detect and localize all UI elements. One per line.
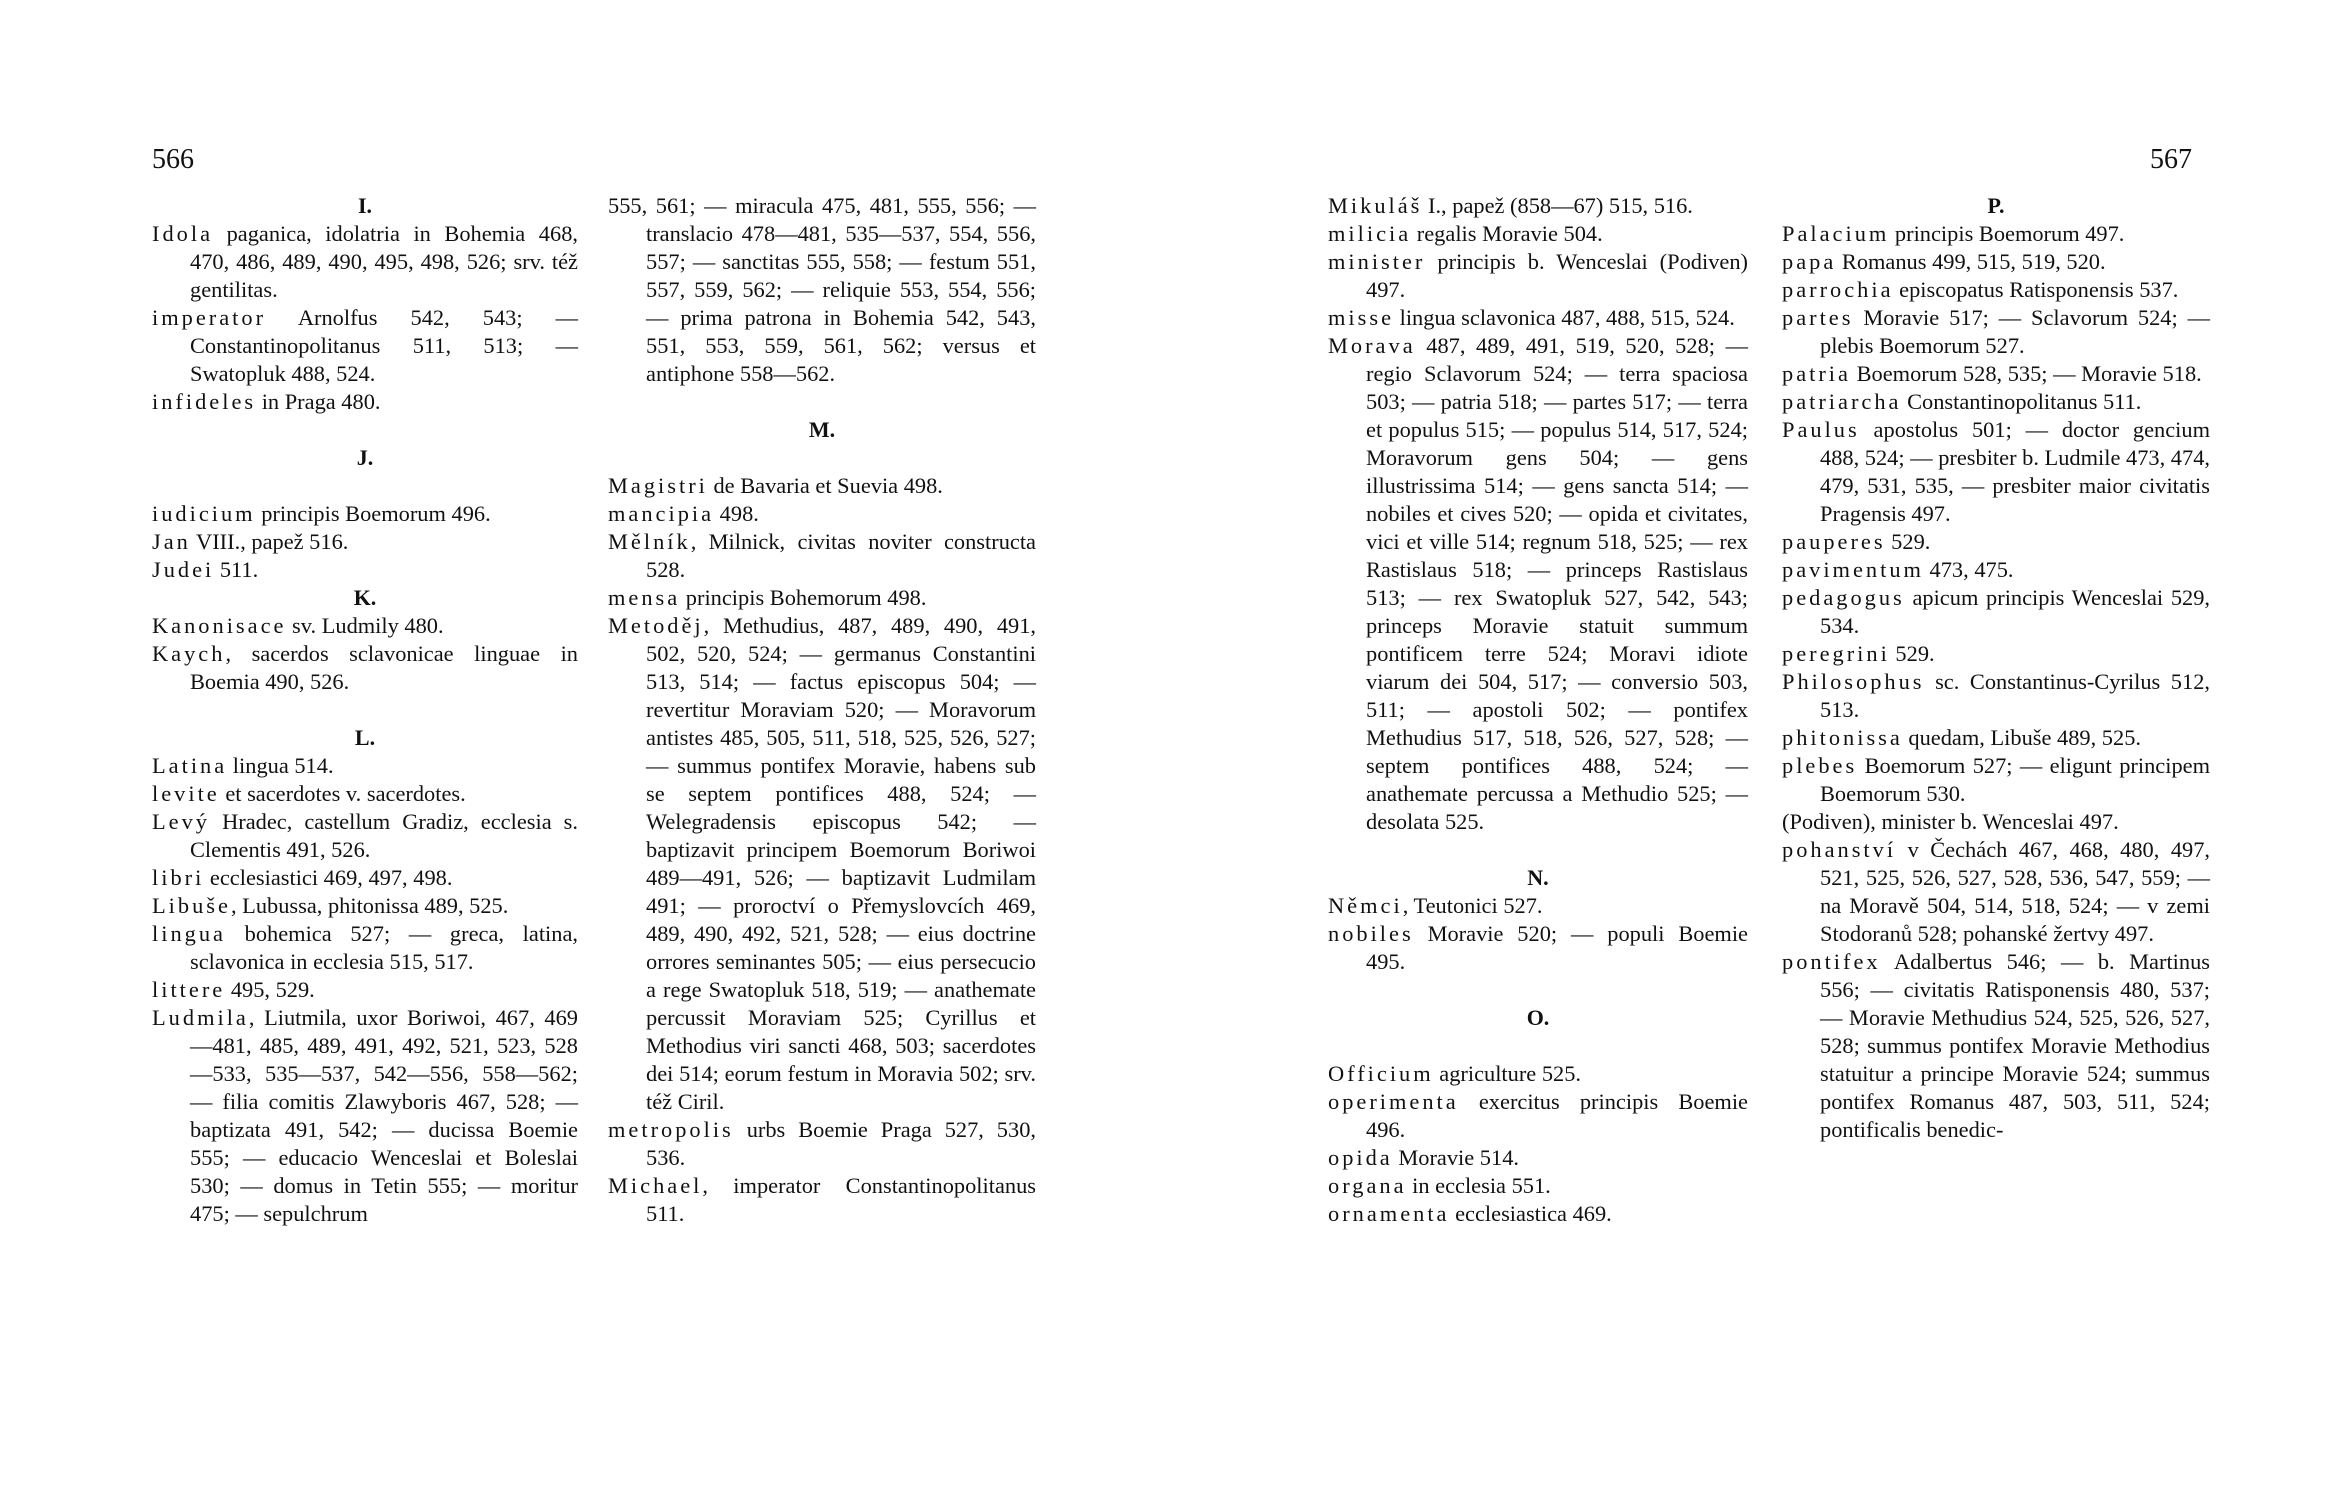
- index-headword: Mikuláš: [1328, 193, 1423, 218]
- section-letter-heading: K.: [353, 585, 377, 610]
- index-entry: [152, 388, 578, 416]
- index-entry-text: paganica, idolatria in Bohemia 468, 470, 486, 489, 490, 495, 498, 526; srv. též gentilitas.: [190, 221, 578, 302]
- index-entry: [1328, 892, 1748, 920]
- index-entry-text: urbs Boemie Praga 527, 530, 536.: [646, 1117, 1036, 1170]
- index-headword: Levý: [152, 809, 211, 834]
- index-entry: [1328, 332, 1748, 836]
- index-entry: [1782, 752, 2210, 808]
- index-entry: [1328, 1200, 1748, 1228]
- index-headword: Mělník: [608, 529, 691, 554]
- index-entry: [1782, 640, 2210, 668]
- index-entry-text: principis b. Wenceslai (Podiven) 497.: [1366, 249, 1748, 302]
- index-entry: [152, 640, 578, 696]
- index-entry: [1782, 556, 2210, 584]
- index-headword: peregrini: [1782, 641, 1890, 666]
- index-entry-text: Constantinopolitanus 511.: [1901, 389, 2142, 414]
- index-entry: [1782, 220, 2210, 248]
- index-entry: [608, 612, 1036, 1116]
- index-headword: lingua: [152, 921, 226, 946]
- index-entry: [1782, 584, 2210, 640]
- index-headword: nobiles: [1328, 921, 1414, 946]
- index-entry: [1782, 360, 2210, 388]
- index-entry-text: de Bavaria et Suevia 498.: [707, 473, 943, 498]
- section-spacer: [152, 472, 578, 500]
- section-spacer: [1328, 976, 1748, 1004]
- index-entry: [1328, 1172, 1748, 1200]
- index-entry: [1328, 1144, 1748, 1172]
- index-headword: minister: [1328, 249, 1426, 274]
- index-entry: [608, 1172, 1036, 1228]
- section-letter-heading: N.: [1527, 865, 1549, 890]
- index-entry-text: principis Boemorum 496.: [255, 501, 491, 526]
- index-headword: imperator: [152, 305, 267, 330]
- index-entry: [608, 528, 1036, 584]
- index-entry-text: 473, 475.: [1923, 557, 2014, 582]
- index-entry: [152, 304, 578, 388]
- index-headword: Kanonisace: [152, 613, 287, 638]
- index-entry: [608, 500, 1036, 528]
- index-entry-text: sc. Constantinus-Cyrilus 512, 513.: [1820, 669, 2210, 722]
- index-entry: [1782, 808, 2210, 836]
- index-headword: pontifex: [1782, 949, 1881, 974]
- index-entry-text: lingua 514.: [227, 753, 334, 778]
- section-letter-heading: P.: [1987, 193, 2005, 218]
- section-letter-heading: J.: [356, 445, 374, 470]
- index-headword: parrochia: [1782, 277, 1894, 302]
- index-entry-text: sv. Ludmily 480.: [286, 613, 444, 638]
- index-entry: [1782, 724, 2210, 752]
- index-entry-text: in Praga 480.: [256, 389, 381, 414]
- index-entry: [1328, 192, 1748, 220]
- index-entry: [1328, 304, 1748, 332]
- index-entry-text: regalis Moravie 504.: [1411, 221, 1603, 246]
- index-entry-text: apostolus 501; — doctor gencium 488, 524; — presbiter b. Ludmile 473, 474, 479, 531, 535, — presbiter maior civitatis Pragensis 497.: [1820, 417, 2210, 526]
- section-spacer: [152, 416, 578, 444]
- index-entry: [608, 584, 1036, 612]
- index-entry: [152, 556, 578, 584]
- index-headword: patriarcha: [1782, 389, 1902, 414]
- index-entry: [152, 528, 578, 556]
- index-entry-text: 511.: [214, 557, 259, 582]
- index-entry-text: Moravie 514.: [1392, 1145, 1519, 1170]
- index-entry-text: VIII., papež 516.: [190, 529, 349, 554]
- index-entry-text: quedam, Libuše 489, 525.: [1902, 725, 2141, 750]
- index-entry-text: exercitus principis Boemie 496.: [1366, 1089, 1748, 1142]
- index-entry-text: principis Boemorum 497.: [1889, 221, 2125, 246]
- index-entry-text: , sacerdos sclavonicae linguae in Boemia 490, 526.: [190, 641, 578, 694]
- index-entry-text: 495, 529.: [225, 977, 315, 1002]
- section-spacer: [608, 444, 1036, 472]
- index-entry-text: 498.: [714, 501, 759, 526]
- section-letter-heading: O.: [1526, 1005, 1550, 1030]
- index-headword: patria: [1782, 361, 1851, 386]
- index-headword: Morava: [1328, 333, 1416, 358]
- index-entry-text: , Lubussa, phitonissa 489, 525.: [230, 893, 509, 918]
- index-entry: [608, 472, 1036, 500]
- index-headword: Ludmila: [152, 1005, 249, 1030]
- index-headword: phitonissa: [1782, 725, 1903, 750]
- page-number-left: 566: [152, 144, 194, 175]
- index-entry: [608, 1116, 1036, 1172]
- index-entry: [1328, 248, 1748, 304]
- index-entry-text: 529.: [1889, 641, 1935, 666]
- index-headword: Metoděj: [608, 613, 704, 638]
- page-number-right: 567: [2150, 144, 2192, 175]
- index-column-1: [152, 192, 578, 1228]
- index-headword: papa: [1782, 249, 1837, 274]
- index-entry: [1782, 836, 2210, 948]
- index-entry-text: Hradec, castellum Gradiz, ecclesia s. Clementis 491, 526.: [190, 809, 578, 862]
- index-headword: Kaych: [152, 641, 226, 666]
- index-entry: [152, 612, 578, 640]
- index-headword: Philosophus: [1782, 669, 1925, 694]
- index-headword: misse: [1328, 305, 1395, 330]
- index-headword: Palacium: [1782, 221, 1890, 246]
- index-entry-text: v Čechách 467, 468, 480, 497, 521, 525, 526, 527, 528, 536, 547, 559; — na Moravě 504, 514, 518, 524; — v zemi Stodoranů 528; pohanské žertvy 497.: [1820, 837, 2210, 946]
- index-entry-text: Adalbertus 546; — b. Martinus 556; — civitatis Ratisponensis 480, 537; — Moravie Methudius 524, 525, 526, 527, 528; summus pontifex Moravie Methodius statuitur a principe Moravie 524; summus pontifex Romanus 487, 503, 511, 524; pontificalis benedic-: [1820, 949, 2210, 1142]
- index-entry: [1782, 416, 2210, 528]
- index-column-4: [1782, 192, 2210, 1144]
- index-headword: pedagogus: [1782, 585, 1905, 610]
- index-headword: Officium: [1328, 1061, 1434, 1086]
- index-headword: Judei: [152, 557, 215, 582]
- index-headword: Paulus: [1782, 417, 1860, 442]
- index-headword: Michael: [608, 1173, 703, 1198]
- index-headword: pohanství: [1782, 837, 1897, 862]
- index-headword: Němci: [1328, 893, 1403, 918]
- index-entry-text: , Milnick, civitas noviter constructa 528.: [646, 529, 1036, 582]
- index-headword: milicia: [1328, 221, 1412, 246]
- index-entry-text: agriculture 525.: [1433, 1061, 1582, 1086]
- index-entry-text: ecclesiastica 469.: [1449, 1201, 1612, 1226]
- index-entry-text: bohemica 527; — greca, latina, sclavonica in ecclesia 515, 517.: [190, 921, 578, 974]
- section-spacer: [608, 388, 1036, 416]
- index-entry-text: apicum principis Wenceslai 529, 534.: [1820, 585, 2210, 638]
- index-entry-text: 555, 561; — miracula 475, 481, 555, 556; — translacio 478—481, 535—537, 554, 556, 557; — sanctitas 555, 558; — festum 551, 557, 559, 562; — reliquie 553, 554, 556; — prima patrona in Bohemia 542, 543, 551, 553, 559, 561, 562; versus et antiphone 558—562.: [608, 193, 1036, 386]
- index-entry-text: ecclesiastici 469, 497, 498.: [204, 865, 453, 890]
- index-headword: littere: [152, 977, 226, 1002]
- index-entry-text: , Methudius, 487, 489, 490, 491, 502, 520, 524; — germanus Constantini 513, 514; — factus episcopus 504; — revertitur Moraviam 520; — Moravorum antistes 485, 505, 511, 518, 525, 526, 527; — summus pontifex Moravie, habens sub se septem pontifices 488, 524; — Welegradensis episcopus 542; — baptizavit principem Boemorum Boriwoi 489—491, 526; — baptizavit Ludmilam 491; — proroctví o Přemyslovcích 469, 489, 490, 492, 521, 528; — eius doctrine orrores seminantes 505; — eius persecucio a rege Swatopluk 518, 519; — anathemate percussit Moraviam 525; Cyrillus et Methodius viri sancti 468, 503; sacerdotes dei 514; eorum festum in Moravia 502; srv. též Ciril.: [646, 613, 1036, 1114]
- index-headword: metropolis: [608, 1117, 734, 1142]
- index-entry-continuation: [608, 192, 1036, 388]
- index-entry-text: Boemorum 527; — eligunt principem Boemorum 530.: [1820, 753, 2210, 806]
- index-headword: mancipia: [608, 501, 715, 526]
- section-spacer: [1328, 1032, 1748, 1060]
- section-letter-heading: M.: [808, 417, 836, 442]
- index-entry: [152, 752, 578, 780]
- index-entry: [152, 780, 578, 808]
- index-headword: libri: [152, 865, 205, 890]
- index-column-2: [608, 192, 1036, 1228]
- index-entry-text: I., papež (858—67) 515, 516.: [1422, 193, 1693, 218]
- index-entry: [152, 1004, 578, 1228]
- index-entry: [152, 500, 578, 528]
- index-entry-text: , imperator Constantinopolitanus 511.: [646, 1173, 1036, 1226]
- index-entry: [1328, 220, 1748, 248]
- index-entry: [152, 864, 578, 892]
- index-headword: opida: [1328, 1145, 1393, 1170]
- index-entry: [1328, 1088, 1748, 1144]
- index-entry: [152, 892, 578, 920]
- index-entry-text: 529.: [1885, 529, 1931, 554]
- index-headword: iudicium: [152, 501, 256, 526]
- index-entry: [1328, 1060, 1748, 1088]
- index-entry-text: in ecclesia 551.: [1406, 1173, 1551, 1198]
- index-headword: pavimentum: [1782, 557, 1924, 582]
- index-entry-text: , Teutonici 527.: [1402, 893, 1543, 918]
- index-headword: plebes: [1782, 753, 1858, 778]
- index-entry-text: lingua sclavonica 487, 488, 515, 524.: [1394, 305, 1735, 330]
- index-entry-text: , Liutmila, uxor Boriwoi, 467, 469—481, 485, 489, 491, 492, 521, 523, 528—533, 535—537, 542—556, 558—562; — filia comitis Zlawyboris 467, 528; — baptizata 491, 542; — ducissa Boemie 555; — educacio Wenceslai et Boleslai 530; — domus in Tetin 555; — moritur 475; — sepulchrum: [190, 1005, 578, 1226]
- index-entry-text: Romanus 499, 515, 519, 520.: [1836, 249, 2106, 274]
- index-entry-text: principis Bohemorum 498.: [680, 585, 927, 610]
- section-spacer: [1328, 836, 1748, 864]
- section-letter-heading: L.: [354, 725, 376, 750]
- index-column-3: [1328, 192, 1748, 1228]
- index-entry-text: (Podiven), minister b. Wenceslai 497.: [1782, 809, 2119, 834]
- index-entry: [1782, 388, 2210, 416]
- index-headword: Magistri: [608, 473, 708, 498]
- index-headword: levite: [152, 781, 220, 806]
- index-entry-text: 487, 489, 491, 519, 520, 528; — regio Sclavorum 524; — terra spaciosa 503; — patria 518; — partes 517; — terra et populus 515; — populus 514, 517, 524; Moravorum gens 504; — gens illustrissima 514; — gens sancta 514; — nobiles et cives 520; — opida et civitates, vici et ville 514; regnum 518, 525; — rex Rastislaus 518; — princeps Rastislaus 513; — rex Swatopluk 527, 542, 543; princeps Moravie statuit summum pontificem terre 524; Moravi idiote viarum dei 504, 517; — conversio 503, 511; — apostoli 502; — pontifex Methudius 517, 518, 526, 527, 528; — septem pontifices 488, 524; — anathemate percussa a Methudio 525; — desolata 525.: [1366, 333, 1748, 834]
- index-headword: infideles: [152, 389, 257, 414]
- index-headword: partes: [1782, 305, 1854, 330]
- section-spacer: [152, 696, 578, 724]
- index-headword: mensa: [608, 585, 681, 610]
- index-headword: Jan: [152, 529, 191, 554]
- index-entry: [1782, 248, 2210, 276]
- index-headword: Libuše: [152, 893, 231, 918]
- index-entry: [1782, 304, 2210, 360]
- index-headword: organa: [1328, 1173, 1407, 1198]
- index-entry: [1782, 528, 2210, 556]
- index-headword: Idola: [152, 221, 214, 246]
- index-entry: [152, 808, 578, 864]
- index-headword: Latina: [152, 753, 228, 778]
- index-entry-text: Moravie 520; — populi Boemie 495.: [1366, 921, 1748, 974]
- section-letter-heading: I.: [357, 193, 373, 218]
- index-entry: [152, 220, 578, 304]
- index-entry: [152, 920, 578, 976]
- index-headword: pauperes: [1782, 529, 1886, 554]
- index-entry-text: episcopatus Ratisponensis 537.: [1893, 277, 2179, 302]
- index-entry-text: et sacerdotes v. sacerdotes.: [219, 781, 466, 806]
- index-entry-text: Arnolfus 542, 543; — Constantinopolitanus 511, 513; — Swatopluk 488, 524.: [190, 305, 578, 386]
- index-entry: [1782, 276, 2210, 304]
- index-headword: operimenta: [1328, 1089, 1459, 1114]
- index-entry-text: Boemorum 528, 535; — Moravie 518.: [1850, 361, 2202, 386]
- index-headword: ornamenta: [1328, 1201, 1450, 1226]
- index-entry: [152, 976, 578, 1004]
- index-entry: [1328, 920, 1748, 976]
- index-entry-text: Moravie 517; — Sclavorum 524; — plebis Boemorum 527.: [1820, 305, 2210, 358]
- index-entry: [1782, 668, 2210, 724]
- index-entry: [1782, 948, 2210, 1144]
